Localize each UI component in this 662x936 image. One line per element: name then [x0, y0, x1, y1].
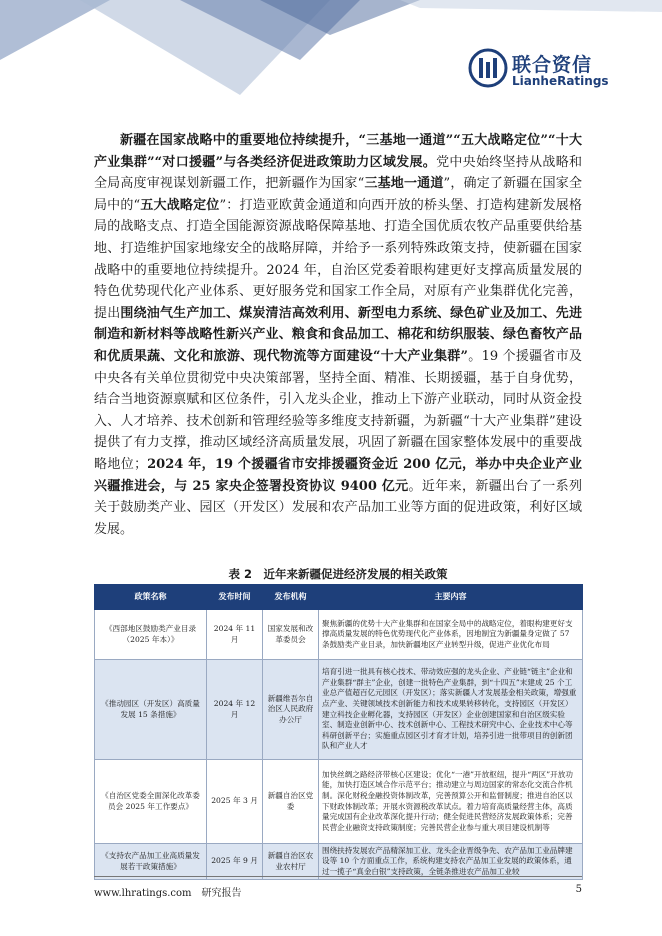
policy-date-cell: 2024 年 12 月 [207, 660, 263, 760]
header-policy-name: 政策名称 [95, 585, 207, 610]
policy-content-cell: 培育引进一批具有核心技术、带动效应强的龙头企业、产业链“链主”企业和产业集群“群主”企业，创建一批特色产业集群，到“十四五”末建成 25 个工业总产值超百亿元园区（开发区）；落实新疆人才发展基金相关政策，增强重点产业、关键领域技术创新能力和技术成果转移转化，支持园区（开发区）建立科技企业孵化器，支持园区（开发区）企业创建国家和自治区级实验室、制造业创新中心、技术创新中心、工程技术研究中心、企业技术中心等科研创新平台；实施重点园区引才育才计划，培养引进一批带项目的创新团队和产业人才 [319, 660, 583, 760]
bold-span: 新疆在国家战略中的重要地位持续提升，“三基地一通道”“五大战略定位”“十大产业集群”“对口援疆”与各类经济促进政策助力区域发展。 [94, 133, 582, 170]
text-span: 。19 个援疆省市及中央各有关单位贯彻党中央决策部署，坚持全面、精准、长期援疆，基于自身优势，结合当地资源禀赋和区位条件，引入龙头企业，推动上下游产业联动，同时从资金投入、人才培养、技术创新和管理经验等多维度支持新疆，为新疆“十大产业集群”建设提供了有力支撑，推动区域经济高质量发展，巩固了新疆在国家整体发展中的重要战略地位； [94, 348, 582, 472]
header-main-content: 主要内容 [319, 585, 583, 610]
footer-url[interactable]: www.lhratings.com [94, 888, 192, 899]
policy-org-cell: 新疆维吾尔自治区人民政府办公厅 [263, 660, 319, 760]
header-issuer: 发布机构 [263, 585, 319, 610]
table-row [95, 760, 583, 844]
policy-date-cell: 2024 年 11 月 [207, 610, 263, 660]
header-release-date: 发布时间 [207, 585, 263, 610]
logo-name-en: LianheRatings [512, 74, 609, 88]
text-span: 党中央始终坚持从战略和全局高度审视谋划新疆工作，把新疆作为国家“ [94, 154, 582, 192]
footer-divider [94, 876, 582, 877]
company-logo [468, 48, 638, 92]
bold-span: 2024 年，19 个援疆省市安排援疆资金近 200 亿元，举办中央企业产业兴疆推进会，与 25 家央企签署投资协议 9400 亿元 [94, 456, 582, 494]
policy-name-cell: 《自治区党委全面深化改革委员会 2025 年工作要点》 [95, 760, 207, 844]
footer-left [94, 884, 252, 899]
policy-org-cell: 国家发展和改革委员会 [263, 610, 319, 660]
policy-org-cell: 新疆自治区党委 [263, 760, 319, 844]
page-number: 5 [575, 884, 582, 895]
logo-name-cn: 联合资信 [512, 54, 593, 76]
table-header-row [95, 585, 583, 610]
lianhe-logo-icon [468, 48, 508, 88]
policy-date-cell: 2025 年 9 月 [207, 844, 263, 880]
policy-table [94, 584, 583, 880]
policy-name-cell: 《西部地区鼓励类产业目录（2025 年本）》 [95, 610, 207, 660]
table-row [95, 610, 583, 660]
policy-content-cell: 聚焦新疆的优势十大产业集群和在国家全局中的战略定位，着眼构建更好支撑高质量发展的特色优势现代化产业体系，因地制宜为新疆量身定做了 57 条鼓励类产业目录，加快新疆地区产业转型升级，促进产业优化布局 [319, 610, 583, 660]
table-caption: 表 2 近年来新疆促进经济发展的相关政策 [228, 567, 448, 581]
policy-org-cell: 新疆自治区农业农村厅 [263, 844, 319, 880]
footer-label: 研究报告 [201, 888, 242, 899]
policy-name-cell: 《推动园区（开发区）高质量发展 15 条措施》 [95, 660, 207, 760]
policy-content-cell: 加快丝绸之路经济带核心区建设；优化“一港”开放枢纽，提升“两区”开放功能，加快打造区域合作示范平台；推动建立与周边国家的常态化交流合作机制。深化财税金融投资体制改革，完善预算公开和监督制度；推进自治区以下财政体制改革；开展水资源税改革试点。着力培育高质量经营主体，高质量完成国有企业改革深化提升行动；健全促进民营经济发展政策体系；完善民营企业融资支持政策制度；完善民营企业参与重大项目建设机制等 [319, 760, 583, 844]
text-span: 。近年来，新疆出台了一系列关于鼓励类产业、园区（开发区）发展和农产品加工业等方面的促进政策，利好区域发展。 [94, 478, 582, 537]
bold-span: 三基地一通道 [364, 176, 444, 192]
policy-name-cell: 《支持农产品加工业高质量发展若干政策措施》 [95, 844, 207, 880]
table-row [95, 660, 583, 760]
policy-content-cell: 围绕扶持发展农产品精深加工业、龙头企业晋级争先、农产品加工业品牌建设等 10 个方面重点工作，系统构建支持农产品加工业发展的政策体系，通过一揽子“真金白银”支持政策，全链条推进农产品加工业较 [319, 844, 583, 880]
text-span: ”：打造亚欧黄金通道和向西开放的桥头堡、打造构建新发展格局的战略支点、打造全国能源资源战略保障基地、打造全国优质农牧产品重要供给基地、打造维护国家地缘安全的战略屏障，并给予一系列特殊政策支持，使新疆在国家战略中的重要地位持续提升。2024 年，自治区党委着眼构建更好支撑高质量发展的特色优势现代化产业体系、更好服务党和国家工作全局，对原有产业集群优化完善，提出 [94, 197, 582, 321]
table-row [95, 844, 583, 880]
policy-date-cell: 2025 年 3 月 [207, 760, 263, 844]
bold-span: 五大战略定位 [140, 197, 220, 213]
text-span: ”，确定了新疆在国家全局中的“ [94, 176, 582, 213]
body-paragraph [94, 130, 582, 540]
bold-span: 围绕油气生产加工、煤炭清洁高效利用、新型电力系统、绿色矿业及加工、先进制造和新材料等战略性新兴产业、粮食和食品加工、棉花和纺织服装、绿色畜牧产品和优质果蔬、文化和旅游、现代物流等方面建设“十大产业集群” [94, 305, 582, 364]
